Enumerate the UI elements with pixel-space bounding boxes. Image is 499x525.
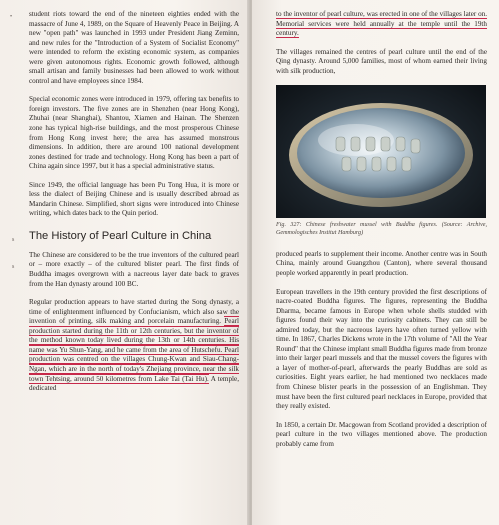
left-page: [0, 0, 249, 525]
margin-mark: s: [12, 237, 15, 243]
figure-caption: Fig. 327: Chinese freshwater mussel with Buddha figures. (Source: Archive, Gemmologisches Institut Hamburg): [276, 222, 487, 237]
paragraph: The Chinese are considered to be the true inventors of the cultured pearl or – more exactly – of the cultured blister pearl. The first finds of Buddha images overgrown with a nacreous layer date back to graves from the Han dynasty around 100 BC.: [29, 250, 239, 288]
right-page: [252, 0, 499, 525]
mussel-photo: [276, 85, 486, 218]
paragraph: student riots toward the end of the nineteen eighties ended with the massacre of June 4, 1989, on the Square of Heavenly Peace in Beijing. A new "open path" was launched in 1993 under President Jiang Zeminn, and new rules for the "Introduction of a System of Socialist Economy" were intended to reform the existing economic system, as companies were given autonomous rights. Economic growth followed, although small artisan and family businesses had been allowed to work without control and have employees since 1984.: [29, 10, 239, 85]
paragraph: [276, 10, 487, 39]
mussel-shell-icon: [276, 85, 486, 218]
paragraph: produced pearls to supplement their income. Another centre was in South China, mainly around Guangzhou (Canton), where several thousand people worked apparently in pearl production.: [276, 249, 487, 277]
highlighted-passage: Memorial services were held annually at the temple until the 19th century.: [276, 19, 487, 38]
paragraph-text: A temple, dedicated: [29, 374, 239, 393]
margin-mark: •: [10, 14, 13, 20]
paragraph: In 1850, a certain Dr. Macgowan from Scotland provided a description of pearl culture in the two villages mentioned above. The production probably came from: [276, 420, 487, 448]
paragraph-text: Regular production appears to have started during the Song dynasty, a time of enlightenment influenced by Confucianism, which also saw the invention of printing, silk making and porcelain manufacturing.: [29, 298, 239, 326]
paragraph: The villages remained the centres of pearl culture until the end of the Qing dynasty. Around 5,000 families, most of whom earned their living with silk production,: [276, 47, 487, 75]
paragraph: Special economic zones were introduced in 1979, offering tax benefits to foreign investors. The five zones are in Shenzhen (near Hong Kong), Zhuhai (near Shanghai), Shantou, Xiamen and Hainan. The Shenzen zone has typical high-rise buildings, and the most prosperous Chinese from Hong Kong invest here; the area has assumed monstrous dimensions. In addition, there are around 100 national development zones destined for trade and technology. Hong Kong has been a part of China again since 1997, but it has a special administrative status.: [29, 95, 239, 171]
section-heading: The History of Pearl Culture in China: [29, 229, 212, 242]
highlighted-passage: Pearl production started during the 11th or 12th centuries, but the inventor of the method known today lived during the 13th or 14th centuries. His name was Yu Shun-Yang, and he came from the area of Hutschefu. Pearl production was centred on the villages Chung-Kwan and Siau-Chang-Ngan, which are in the north of today's Zhejiang province, near the silk town Tehtsing, around 50 kilometres from Lake Tai (Tai Hu).: [29, 317, 239, 383]
highlighted-passage: to the inventor of pearl culture, was erected in one of the villages later on.: [276, 10, 487, 18]
paragraph: [29, 298, 239, 393]
margin-mark: s: [12, 264, 15, 270]
paragraph: Since 1949, the official language has been Pu Tong Hua, it is more or less the dialect of Beijing Chinese and is usually described abroad as Mandarin Chinese. Simplified, short signs were introduced into Chinese writing, which dates back to the Quin period.: [29, 180, 239, 218]
paragraph: European travellers in the 19th century provided the first descriptions of nacre-coated Buddha figures. The figures, representing the Buddha Dharma, became famous in Europe when whole shells studded with figures found their way into the curiosity cabinets. They can still be admired today, but the nacreous layers have often turned yellow with time. In 1867, Charles Dickens wrote in the 17th volume of "All the Year Round" that the Chinese implant small Buddha figures made from bronze into their larger pearl mussels and that the mussel covers the figures with a layer of mother-of-pearl, afterwards the pearly Buddhas are sold as curiosities. Eight years earlier, he had mentioned two necklaces made from Chinese blister pearls in the possession of an Englishman. They must have been the first cultured pearl necklaces in Europe, provided that they really existed.: [276, 287, 487, 411]
